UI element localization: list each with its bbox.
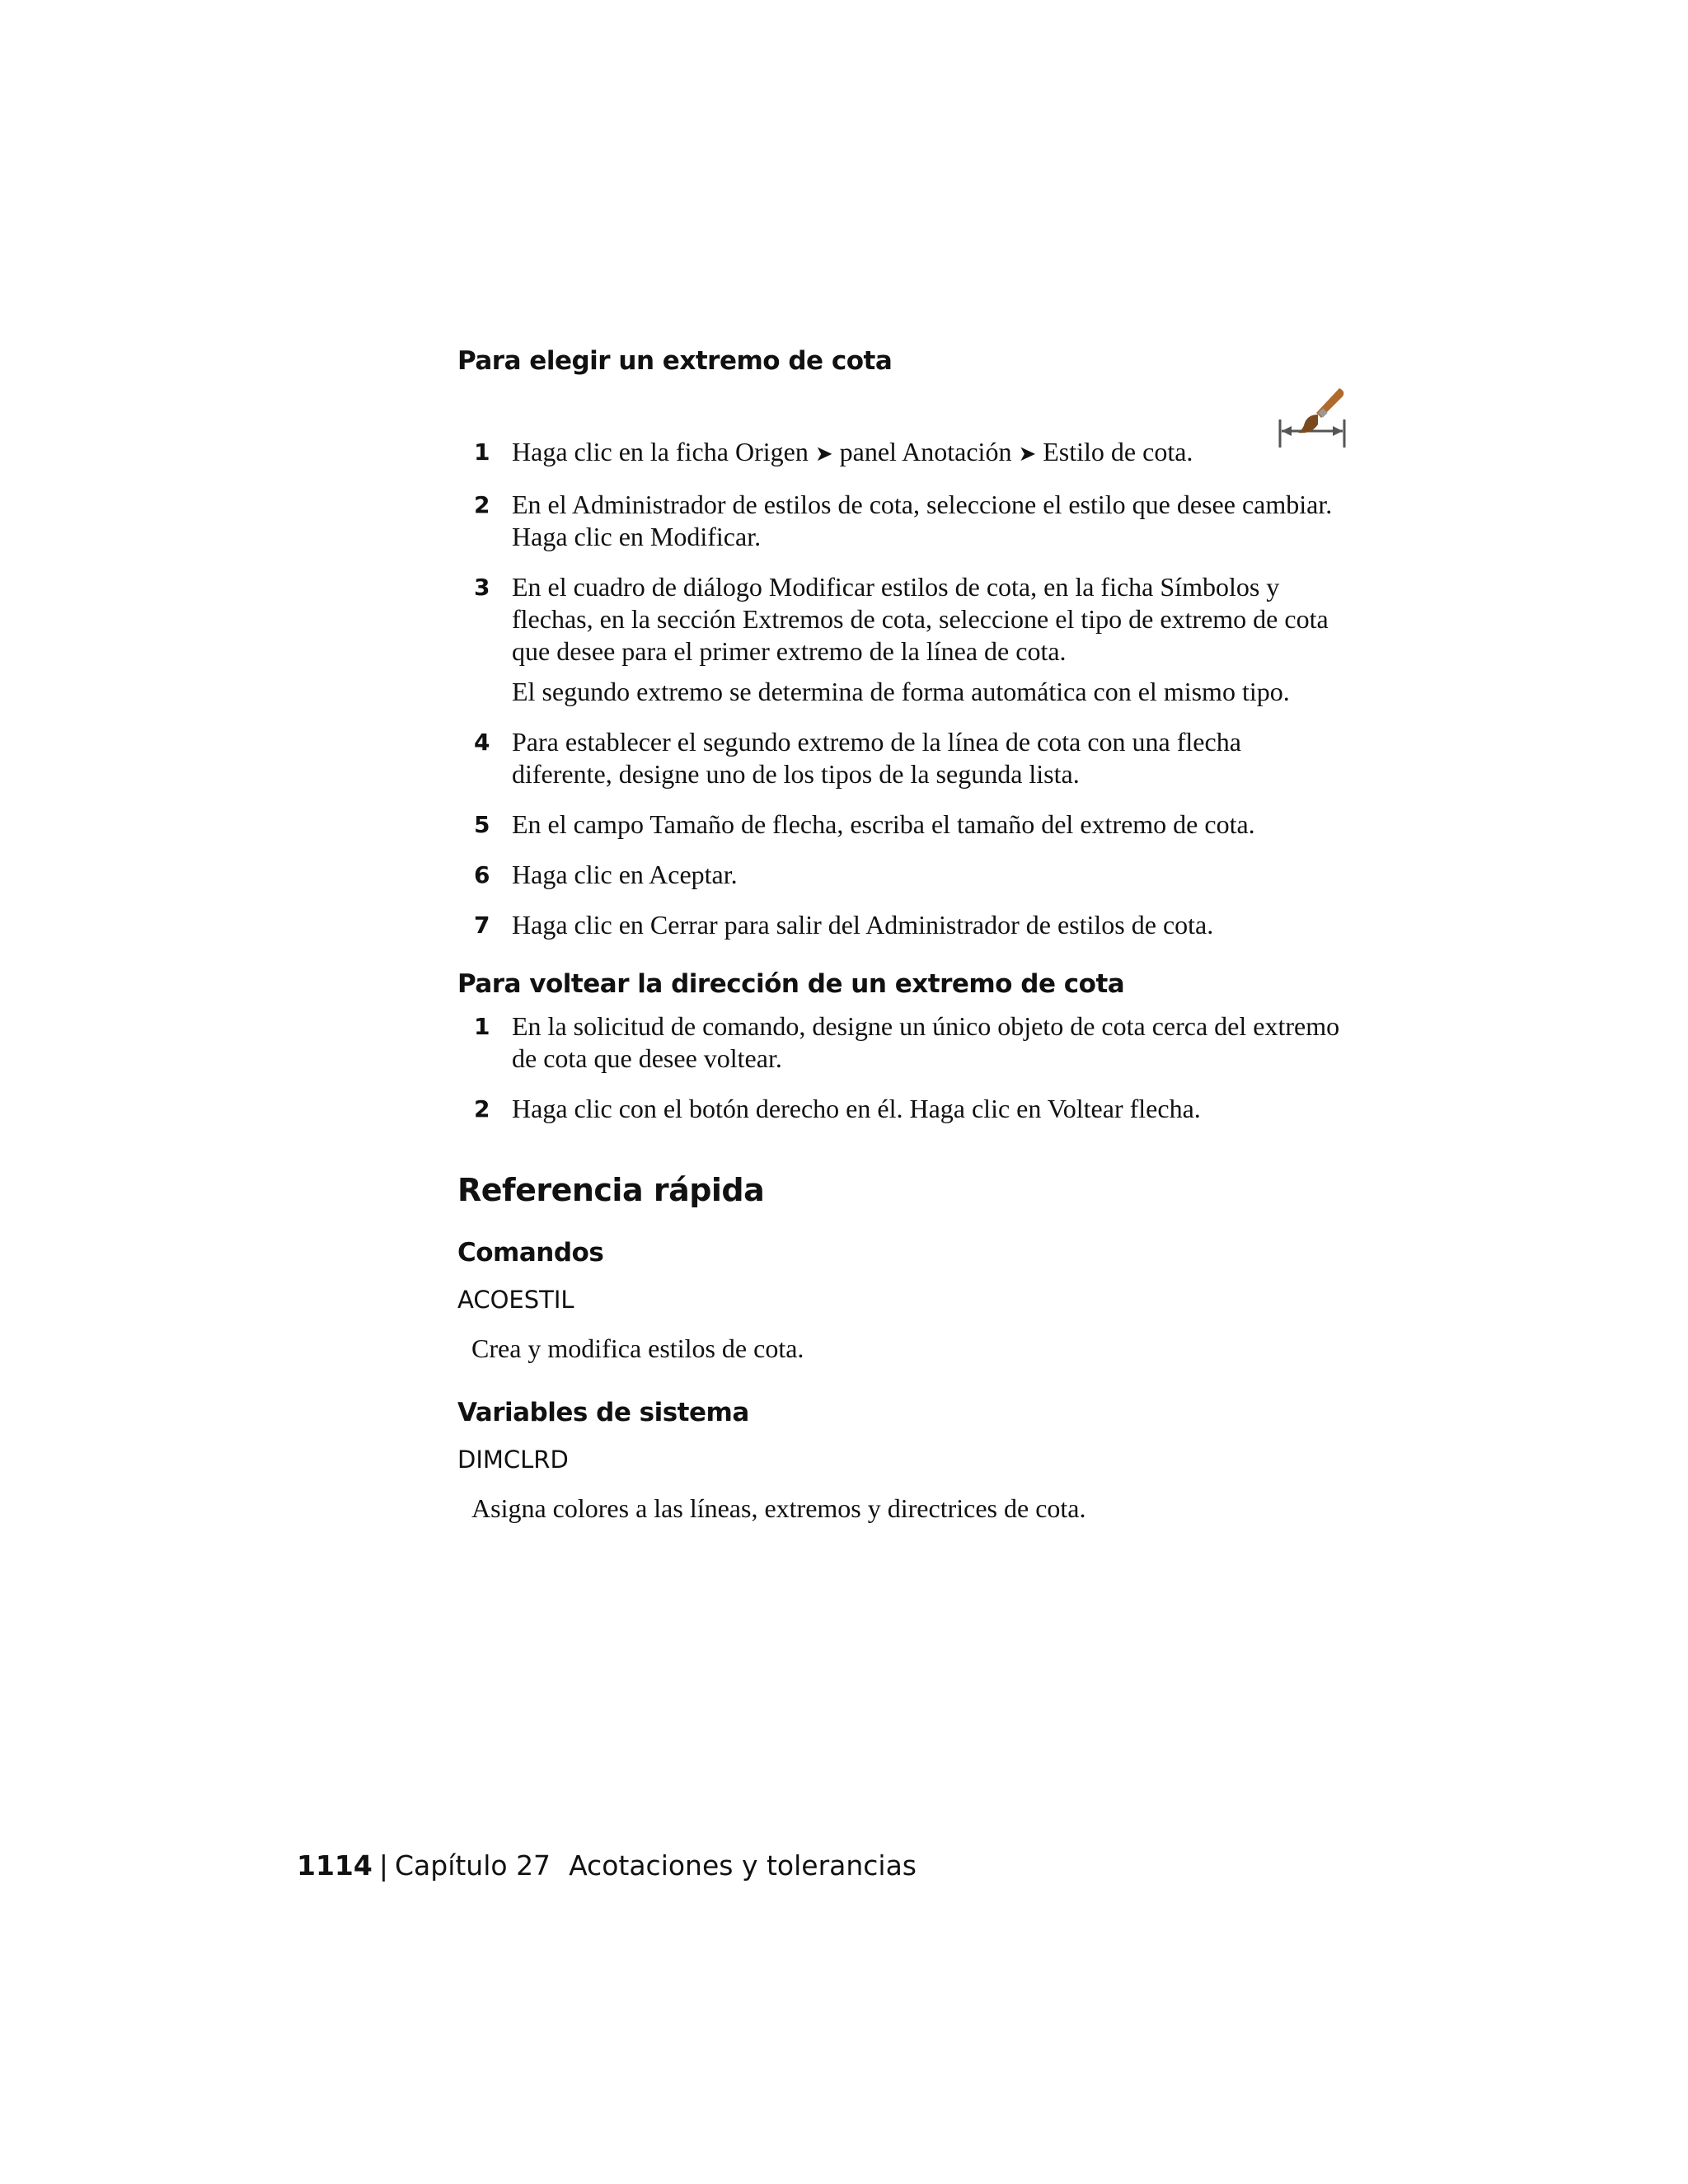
step-text: Para establecer el segundo extremo de la línea de cota con una flecha diferente, designe uno de los tipos de la segunda lista.: [512, 727, 1241, 789]
steps-choose-arrowhead: [457, 436, 1348, 941]
command-term: ACOESTIL: [457, 1286, 574, 1314]
step-note: El segundo extremo se determina de forma automática con el mismo tipo.: [512, 677, 1290, 706]
menu-arrow-icon: ➤: [1018, 442, 1037, 466]
step-item: [457, 909, 1348, 941]
chapter-label: Capítulo 27: [394, 1849, 551, 1882]
commands-heading: Comandos: [457, 1238, 604, 1268]
step-text-part: Haga clic en la ficha Origen: [512, 437, 809, 466]
step-text-part: panel Anotación: [839, 437, 1012, 466]
step-item: [457, 436, 1348, 471]
step-text: En el campo Tamaño de flecha, escriba el tamaño del extremo de cota.: [512, 809, 1255, 839]
step-text: [512, 437, 1193, 466]
step-text-part: Estilo de cota.: [1043, 437, 1193, 466]
step-number: 3: [474, 574, 490, 601]
page-number: 1114: [297, 1849, 373, 1882]
step-number: 4: [474, 729, 490, 756]
system-variable-description: Asigna colores a las líneas, extremos y directrices de cota.: [471, 1493, 1086, 1523]
system-variables-heading: Variables de sistema: [457, 1398, 749, 1427]
page-content: [457, 344, 1348, 1525]
step-item: [457, 1010, 1348, 1075]
step-number: 6: [474, 861, 490, 888]
step-number: 5: [474, 811, 490, 838]
steps-flip-arrowhead: [457, 1010, 1348, 1125]
quick-reference-heading: Referencia rápida: [457, 1172, 765, 1208]
step-item: [457, 726, 1348, 790]
chapter-title: Acotaciones y tolerancias: [569, 1849, 917, 1882]
step-number: 1: [474, 438, 490, 466]
step-text: En la solicitud de comando, designe un único objeto de cota cerca del extremo de cota que desee voltear.: [512, 1011, 1340, 1073]
step-text: Haga clic en Aceptar.: [512, 860, 738, 889]
step-item: [457, 859, 1348, 891]
step-text: Haga clic con el botón derecho en él. Haga clic en Voltear flecha.: [512, 1094, 1201, 1123]
step-item: [457, 571, 1348, 708]
step-number: 2: [474, 491, 490, 518]
step-number: 7: [474, 912, 490, 939]
step-number: 1: [474, 1013, 490, 1040]
step-text: Haga clic en Cerrar para salir del Administrador de estilos de cota.: [512, 910, 1214, 940]
section-heading-choose-arrowhead: Para elegir un extremo de cota: [457, 346, 893, 376]
step-text: En el cuadro de diálogo Modificar estilos de cota, en la ficha Símbolos y flechas, en la sección Extremos de cota, seleccione el tipo de extremo de cota que desee para el primer extremo de la línea de cota.: [512, 572, 1329, 666]
section-heading-flip-arrowhead: Para voltear la dirección de un extremo de cota: [457, 969, 1125, 999]
page-footer: [297, 1848, 917, 1884]
menu-arrow-icon: ➤: [814, 442, 833, 466]
command-description: Crea y modifica estilos de cota.: [471, 1333, 804, 1363]
system-variable-term: DIMCLRD: [457, 1446, 569, 1474]
step-item: [457, 489, 1348, 553]
step-item: [457, 808, 1348, 841]
footer-separator: |: [378, 1849, 388, 1882]
step-number: 2: [474, 1095, 490, 1122]
dimension-style-icon: [1275, 385, 1349, 449]
step-text: En el Administrador de estilos de cota, seleccione el estilo que desee cambiar. Haga clic en Modificar.: [512, 490, 1333, 551]
step-item: [457, 1093, 1348, 1125]
